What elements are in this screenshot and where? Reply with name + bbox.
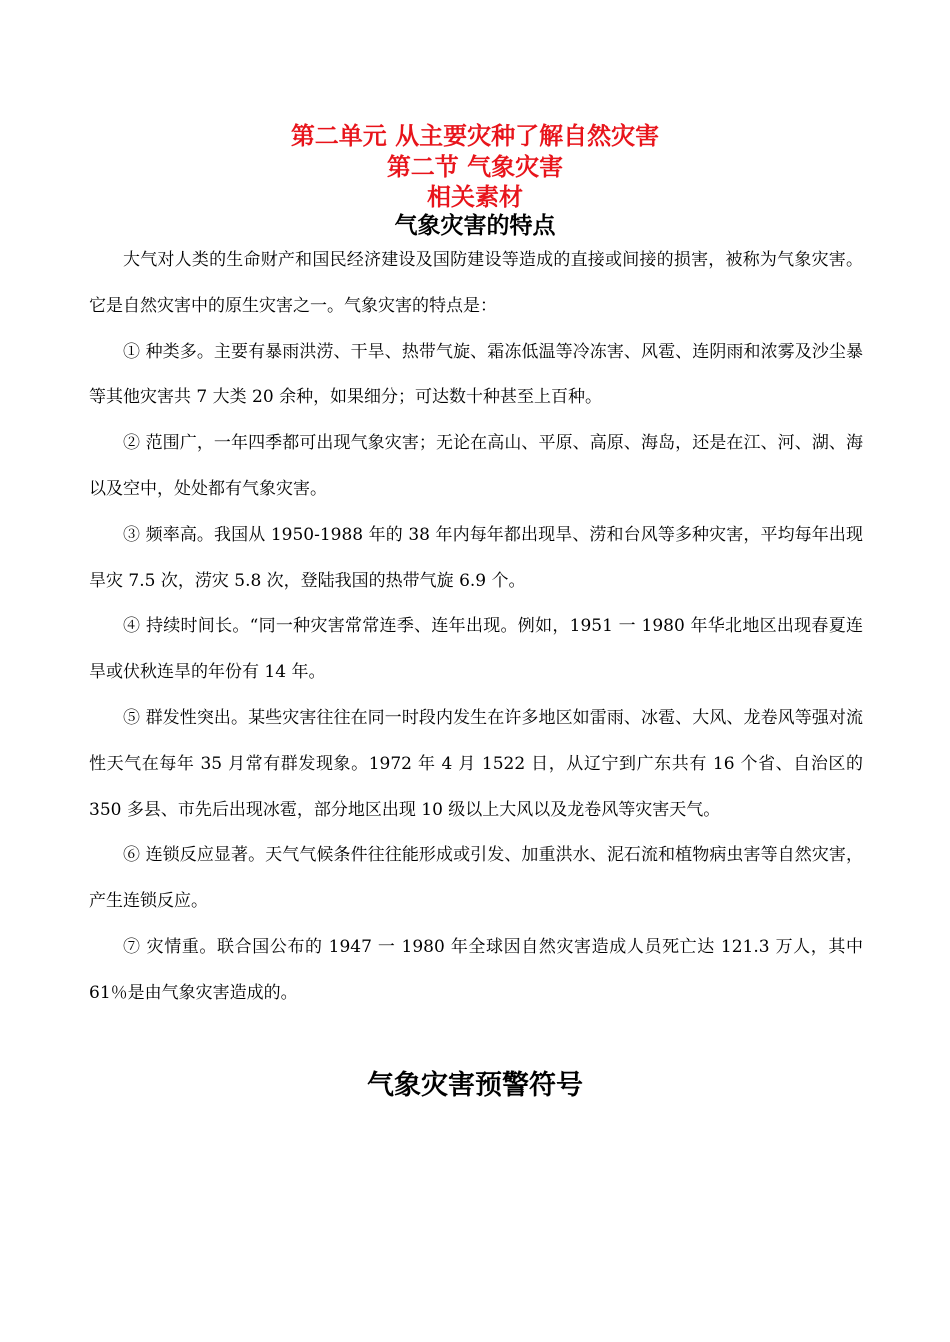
section-subtitle: 第二节 气象灾害 bbox=[386, 153, 564, 181]
heading-characteristics: 气象灾害的特点 bbox=[394, 213, 556, 239]
body-text bbox=[89, 238, 863, 1017]
paragraph-chain-reaction: ⑥ 连锁反应显著。天气气候条件往往能形成或引发、加重洪水、泥石流和植物病虫害等自然灾害，产生连锁反应。 bbox=[89, 845, 863, 912]
paragraph-range: ② 范围广，一年四季都可出现气象灾害；无论在高山、平原、高原、海岛，还是在江、河、湖、海以及空中，处处都有气象灾害。 bbox=[89, 433, 863, 499]
paragraph-clustering: ⑤ 群发性突出。某些灾害往往在同一时段内发生在许多地区如雷雨、冰雹、大风、龙卷风等强对流性天气在每年 35 月常有群发现象。1972 年 4 月 1522 日，从辽宁到广东共有 16 个省、自治区的 350 多县、市先后出现冰雹，部分地区出现 10 级以上大风以及龙卷风等灾害天气。 bbox=[89, 707, 863, 820]
materials-label: 相关素材 bbox=[427, 183, 523, 211]
paragraph-intro: 大气对人类的生命财产和国民经济建设及国防建设等造成的直接或间接的损害，被称为气象灾害。它是自然灾害中的原生灾害之一。气象灾害的特点是： bbox=[89, 250, 863, 316]
unit-title: 第二单元 从主要灾种了解自然灾害 bbox=[290, 122, 660, 150]
paragraph-duration: ④ 持续时间长。“同一种灾害常常连季、连年出现。例如，1951 一 1980 年华北地区出现春夏连旱或伏秋连旱的年份有 14 年。 bbox=[89, 616, 863, 683]
paragraph-frequency: ③ 频率高。我国从 1950-1988 年的 38 年内每年都出现旱、涝和台风等多种灾害，平均每年出现旱灾 7.5 次，涝灾 5.8 次，登陆我国的热带气旋 6.9 个。 bbox=[89, 524, 863, 591]
paragraph-variety: ① 种类多。主要有暴雨洪涝、干旱、热带气旋、霜冻低温等冷冻害、风雹、连阴雨和浓雾及沙尘暴等其他灾害共 7 大类 20 余种，如果细分；可达数十种甚至上百种。 bbox=[89, 341, 863, 408]
paragraph-severity: ⑦ 灾情重。联合国公布的 1947 一 1980 年全球因自然灾害造成人员死亡达 121.3 万人，其中 61％是由气象灾害造成的。 bbox=[89, 936, 863, 1003]
heading-warning-symbols: 气象灾害预警符号 bbox=[367, 1070, 583, 1101]
